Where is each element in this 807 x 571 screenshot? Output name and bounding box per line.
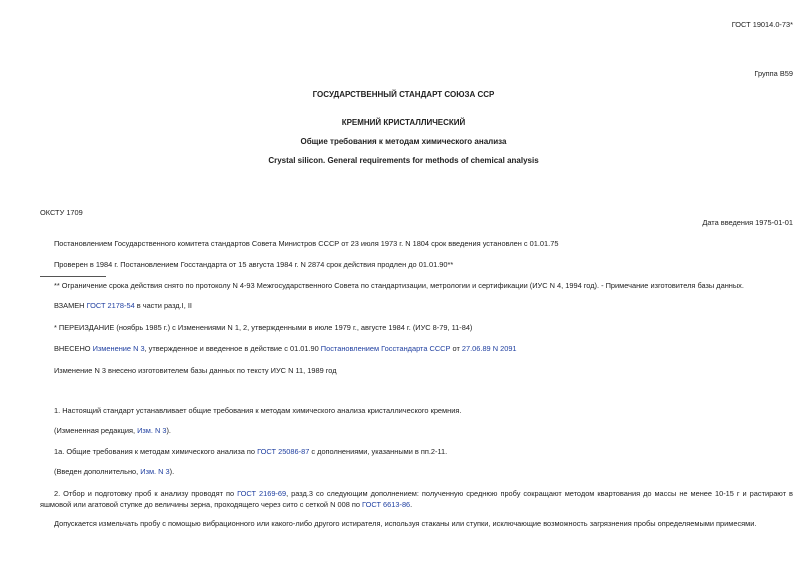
group-code: Группа В59 xyxy=(754,69,793,78)
subtitle-russian: Общие требования к методам химического анализа xyxy=(300,137,507,146)
section-1a-edition xyxy=(54,467,174,476)
reissue-paragraph: * ПЕРЕИЗДАНИЕ (ноябрь 1985 г.) с Изменениями N 1, 2, утвержденными в июле 1979 г., августе 1984 г. (ИУС 8-79, 11-84) xyxy=(54,323,473,332)
document-title: КРЕМНИЙ КРИСТАЛЛИЧЕСКИЙ xyxy=(341,118,466,127)
decree-paragraph: Постановлением Государственного комитета стандартов Совета Министров СССР от 23 июля 1973 г. N 1804 срок введения установлен с 01.01.75 xyxy=(54,239,559,248)
replaced-paragraph xyxy=(54,301,192,310)
gosstandart-decree-link[interactable]: Постановлением Госстандарта СССР xyxy=(320,344,451,353)
introduction-date: Дата введения 1975-01-01 xyxy=(702,218,793,227)
s1a-suffix: с дополнениями, указанными в пп.2-11. xyxy=(309,447,448,456)
oksty-code: ОКСТУ 1709 xyxy=(40,208,83,217)
s2-mid: , разд.3 со следующим дополнением: полученную среднюю пробу сокращают методом квартования до массы не менее 10-15 г и растирают в яшмовой или агатовой ступке до величины зерна, проходящего через сито с сеткой N 008 по xyxy=(40,489,793,509)
gost-25086-87-link[interactable]: ГОСТ 25086-87 xyxy=(257,447,310,456)
state-standard-heading: ГОСУДАРСТВЕННЫЙ СТАНДАРТ СОЮЗА ССР xyxy=(312,90,495,99)
section-1a xyxy=(54,447,447,456)
s1a-prefix: 1а. Общие требования к методам химического анализа по xyxy=(54,447,258,456)
edition-suffix: ). xyxy=(166,426,171,435)
s1a-ed-prefix: (Введен дополнительно, xyxy=(54,467,141,476)
section-1: 1. Настоящий стандарт устанавливает общие требования к методам химического анализа кристаллического кремния. xyxy=(54,406,462,415)
introduced-paragraph xyxy=(54,344,517,353)
edition-prefix: (Измененная редакция, xyxy=(54,426,138,435)
gost-6613-86-link[interactable]: ГОСТ 6613-86 xyxy=(362,500,411,509)
change-3-link-s1[interactable]: Изм. N 3 xyxy=(137,426,167,435)
gost-number: ГОСТ 19014.0-73* xyxy=(731,20,793,29)
change3-note: Изменение N 3 внесено изготовителем базы данных по тексту ИУС N 11, 1989 год xyxy=(54,366,337,375)
decree-date-link[interactable]: 27.06.89 N 2091 xyxy=(461,344,517,353)
section-2 xyxy=(40,488,793,510)
subtitle-english: Crystal silicon. General requirements for methods of chemical analysis xyxy=(268,156,539,165)
s2-prefix: 2. Отбор и подготовку проб к анализу проводят по xyxy=(54,489,238,498)
section-2-continued: Допускается измельчать пробу с помощью вибрационного или какого-либо другого истирателя, используя стаканы или ступки, исключающие возможность загрязнения пробы определяемыми примесями. xyxy=(54,519,757,528)
change-3-link[interactable]: Изменение N 3 xyxy=(92,344,145,353)
change-3-link-s1a[interactable]: Изм. N 3 xyxy=(140,467,170,476)
introduced-mid2: от xyxy=(450,344,462,353)
review-paragraph: Проверен в 1984 г. Постановлением Госстандарта от 15 августа 1984 г. N 2874 срок действия продлен до 01.01.90** xyxy=(54,260,454,269)
gost-2169-69-link[interactable]: ГОСТ 2169-69 xyxy=(237,489,287,498)
footnote-text: ** Ограничение срока действия снято по протоколу N 4-93 Межгосударственного Совета по стандартизации, метрологии и сертификации (ИУС N 4, 1994 год). - Примечание изготовителя базы данных. xyxy=(54,281,744,290)
replaced-suffix: в части разд.I, II xyxy=(134,301,192,310)
section-1-edition xyxy=(54,426,171,435)
footnote-rule xyxy=(40,276,106,277)
replaced-prefix: ВЗАМЕН xyxy=(54,301,87,310)
introduced-mid: , утвержденное и введенное в действие с 01.01.90 xyxy=(144,344,321,353)
s1a-ed-suffix: ). xyxy=(169,467,175,476)
gost-2178-54-link[interactable]: ГОСТ 2178-54 xyxy=(86,301,135,310)
s2-suffix: . xyxy=(410,500,413,509)
introduced-prefix: ВНЕСЕНО xyxy=(54,344,93,353)
